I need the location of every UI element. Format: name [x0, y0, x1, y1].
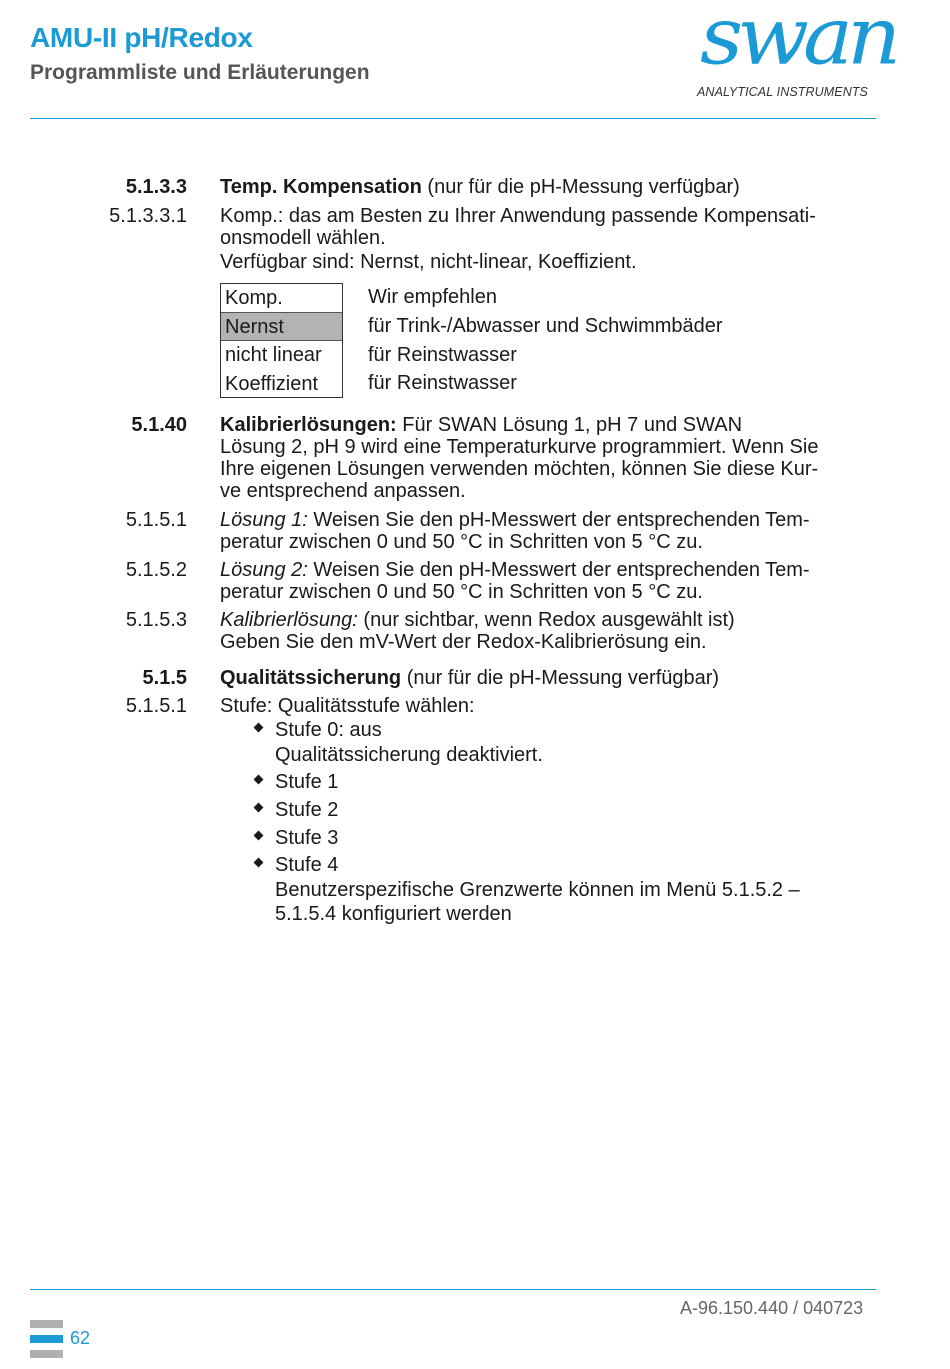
doc-title: AMU-II pH/Redox [30, 22, 253, 53]
section-heading: Qualitätssicherung (nur für die pH-Messung verfügbar) [220, 667, 720, 689]
bullet-icon [254, 775, 264, 785]
header-divider [30, 118, 876, 119]
option-koeffizient: Koeffizient [225, 373, 319, 395]
list-item-note: Qualitätssicherung deaktiviert. [275, 744, 543, 766]
section-heading: Temp. Kompensation (nur für die pH-Messung verfügbar) [220, 176, 740, 198]
doc-subtitle: Programmliste und Erläuterungen [30, 61, 370, 84]
subsection-number: 5.1.5.2 [125, 559, 187, 581]
paragraph-line: Komp.: das am Besten zu Ihrer Anwendung passende Kompensati- [220, 205, 816, 227]
paragraph-line: Lösung 2, pH 9 wird eine Temperaturkurve programmiert. Wenn Sie [220, 436, 819, 458]
option-nicht-linear: nicht linear [225, 344, 322, 366]
section-number: 5.1.3.3 [125, 176, 187, 198]
option-komp: Komp. [225, 287, 283, 309]
subsection-number: 5.1.5.1 [125, 695, 187, 717]
subsection-number: 5.1.3.3.1 [109, 205, 187, 227]
section-number: 5.1.5 [142, 667, 187, 689]
subsection-number: 5.1.5.1 [125, 509, 187, 531]
option-description: für Reinstwasser [368, 372, 517, 394]
list-item-note: 5.1.5.4 konfiguriert werden [275, 903, 512, 925]
paragraph-line: Lösung 1: Weisen Sie den pH-Messwert der entsprechenden Tem- [220, 509, 810, 531]
footer-divider [30, 1289, 876, 1290]
footer-bar-icon [30, 1335, 63, 1343]
paragraph-line: peratur zwischen 0 und 50 °C in Schritten von 5 °C zu. [220, 531, 703, 553]
bullet-icon [254, 831, 264, 841]
compensation-option-box [220, 283, 343, 398]
paragraph-line: Stufe: Qualitätsstufe wählen: [220, 695, 475, 717]
page-number: 62 [70, 1328, 91, 1348]
option-description: Wir empfehlen [368, 286, 497, 308]
paragraph-line: Verfügbar sind: Nernst, nicht-linear, Koeffizient. [220, 251, 637, 273]
document-code: A-96.150.440 / 040723 [680, 1298, 864, 1318]
bullet-icon [254, 858, 264, 868]
paragraph-line: peratur zwischen 0 und 50 °C in Schritten von 5 °C zu. [220, 581, 703, 603]
footer-bar-icon [30, 1350, 63, 1358]
section-number: 5.1.40 [131, 414, 187, 436]
paragraph-line: Ihre eigenen Lösungen verwenden möchten, können Sie diese Kur- [220, 458, 819, 480]
paragraph-line: Lösung 2: Weisen Sie den pH-Messwert der entsprechenden Tem- [220, 559, 810, 581]
paragraph-line: Geben Sie den mV-Wert der Redox-Kalibrierösung ein. [220, 631, 707, 653]
option-description: für Reinstwasser [368, 344, 517, 366]
paragraph-line: Kalibrierlösung: (nur sichtbar, wenn Redox ausgewählt ist) [220, 609, 735, 631]
bullet-icon [254, 723, 264, 733]
logo-tagline: ANALYTICAL INSTRUMENTS [697, 85, 868, 99]
paragraph-line: Kalibrierlösungen: Für SWAN Lösung 1, pH 7 und SWAN [220, 414, 743, 436]
swan-logo: swan [700, 0, 896, 83]
option-description: für Trink-/Abwasser und Schwimmbäder [368, 315, 723, 337]
bullet-icon [254, 803, 264, 813]
footer-bar-icon [30, 1320, 63, 1328]
subsection-number: 5.1.5.3 [125, 609, 187, 631]
option-nernst: Nernst [221, 312, 342, 341]
list-item-note: Benutzerspezifische Grenzwerte können im Menü 5.1.5.2 – [275, 879, 800, 901]
paragraph-line: onsmodell wählen. [220, 227, 386, 249]
paragraph-line: ve entsprechend anpassen. [220, 480, 466, 502]
